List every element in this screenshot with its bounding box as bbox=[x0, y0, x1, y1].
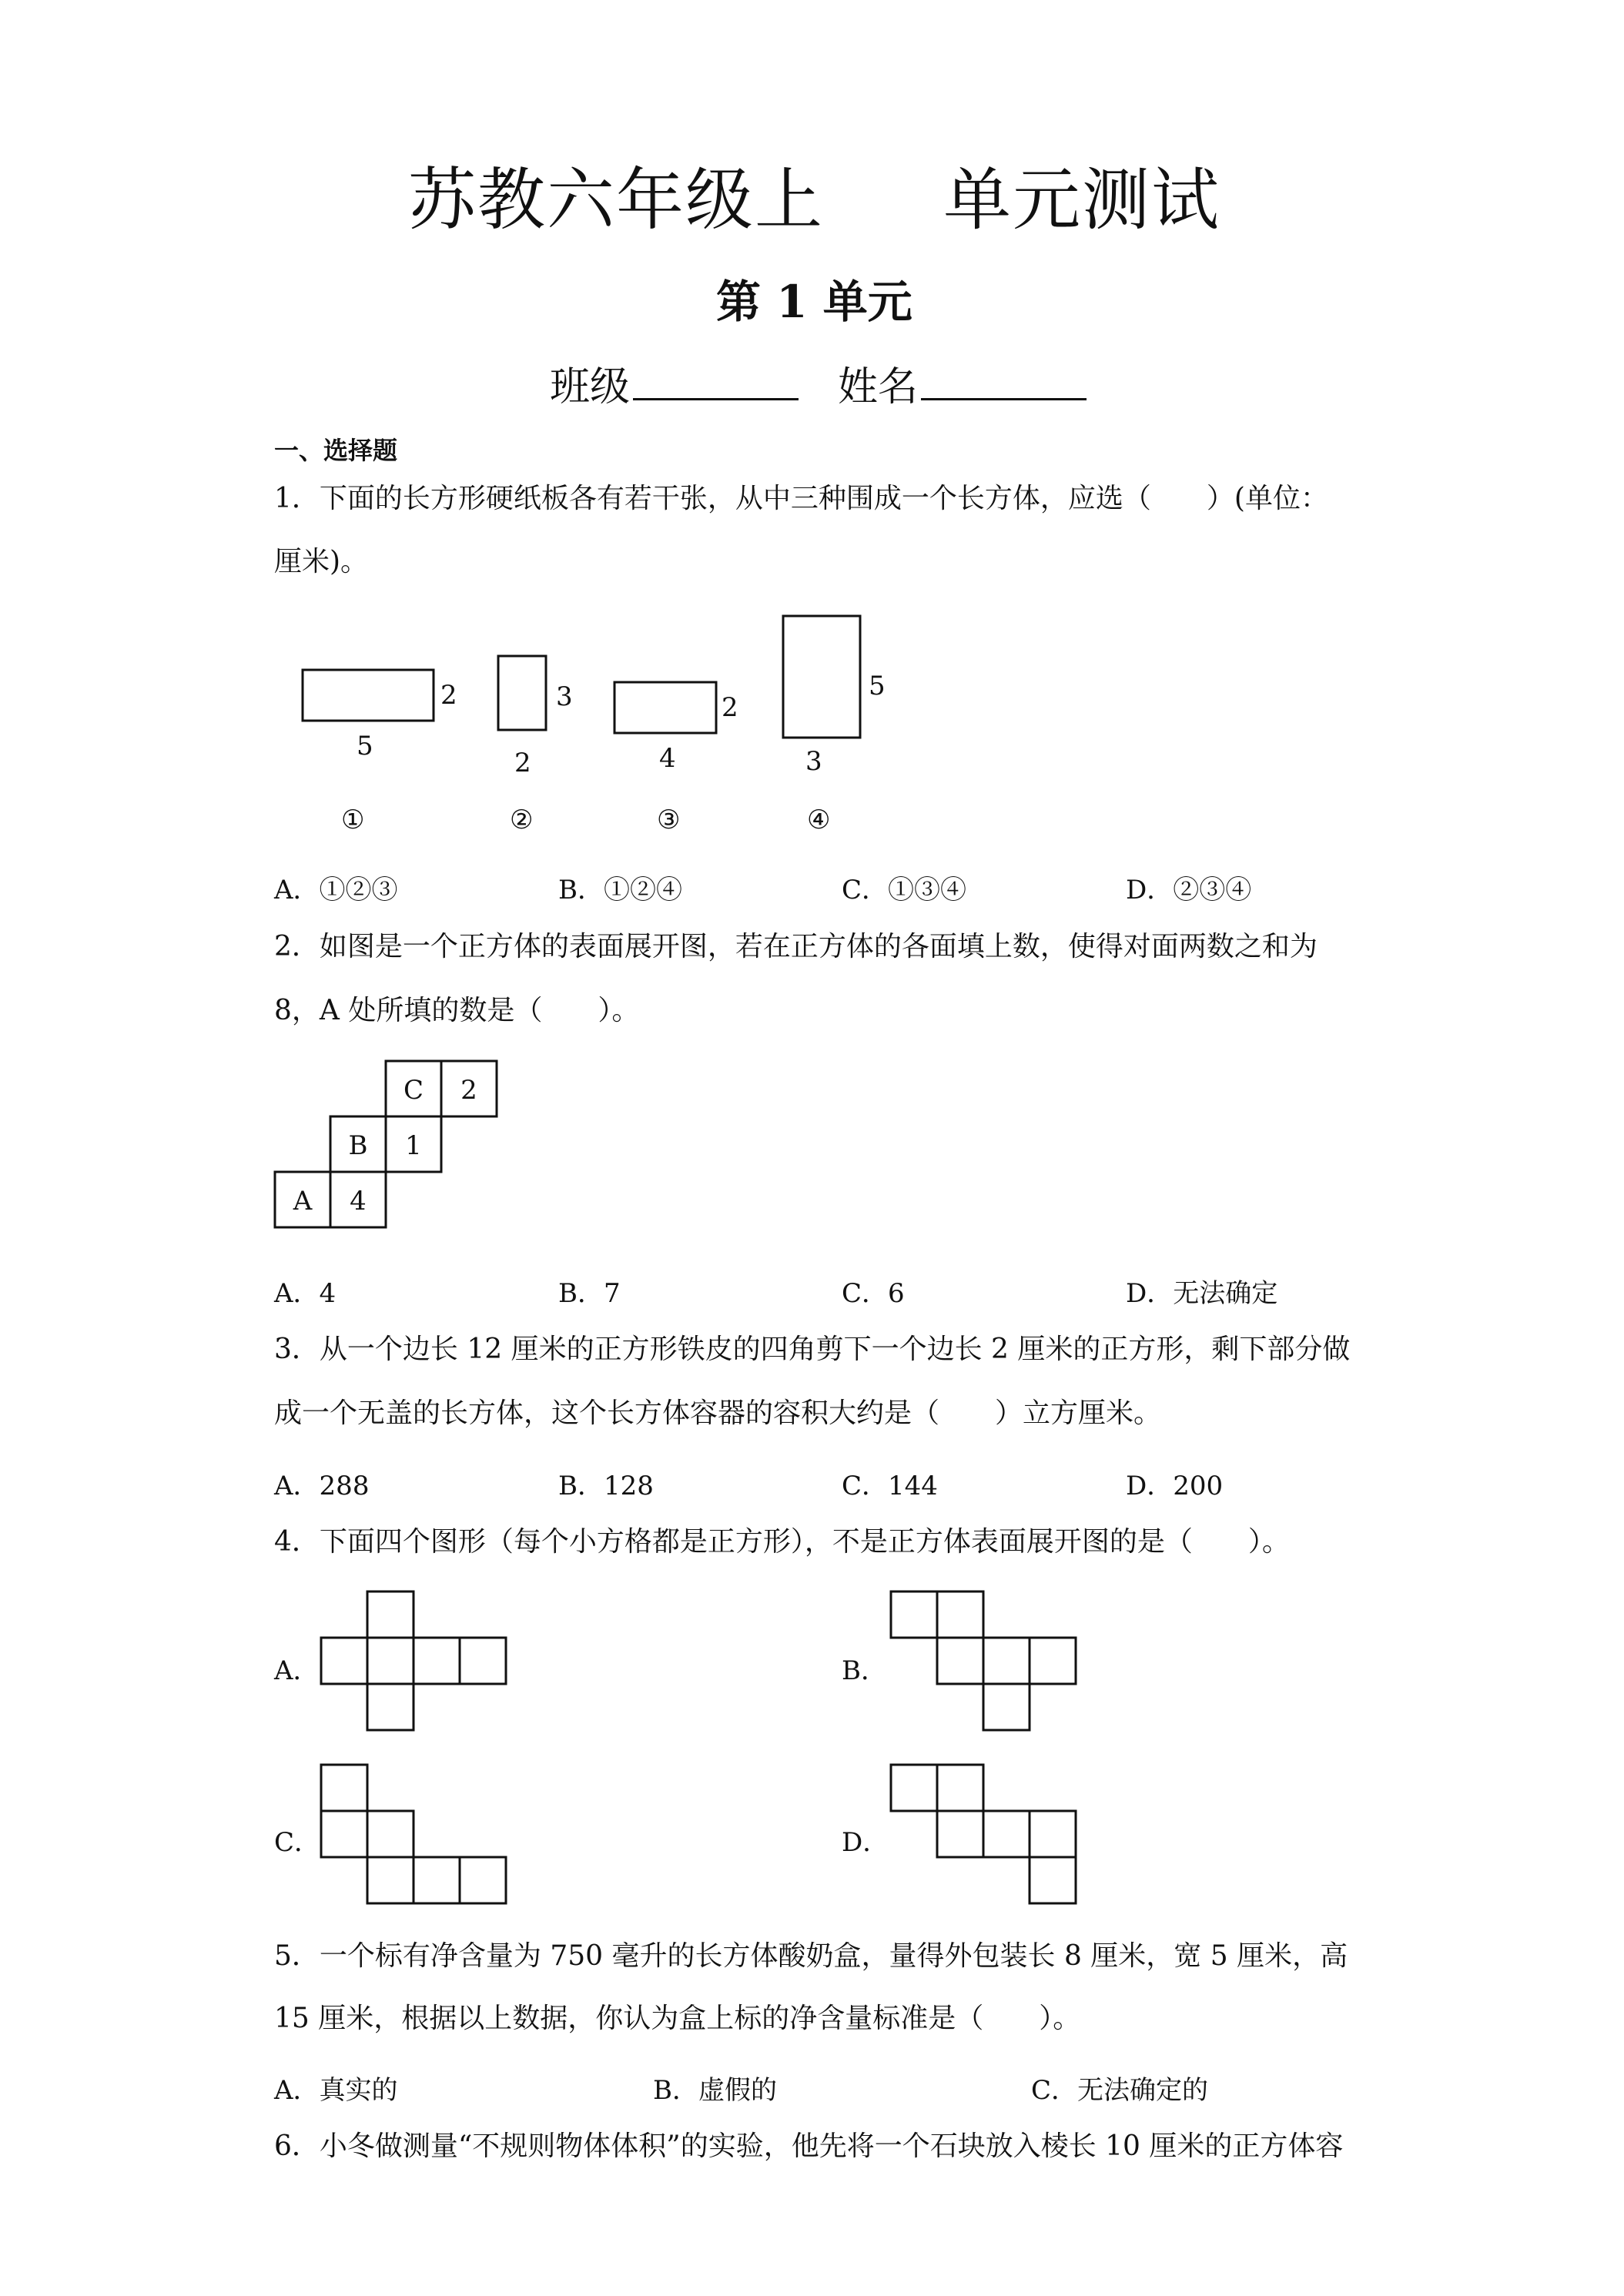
net-cell-b: B bbox=[348, 1130, 368, 1161]
q2-line2: 8，A 处所填的数是（ ）。 bbox=[274, 995, 640, 1026]
q3-option-c[interactable]: C．144 bbox=[842, 1471, 938, 1501]
rect-3-marker: ③ bbox=[657, 805, 681, 835]
page-title-left: 苏教六年级上 bbox=[408, 160, 825, 239]
rect-1-marker: ① bbox=[341, 805, 365, 835]
q5-option-c[interactable]: C．无法确定的 bbox=[1031, 2075, 1209, 2106]
q4-option-a-label[interactable]: A． bbox=[274, 1655, 320, 1686]
class-label: 班级 bbox=[550, 364, 631, 410]
rect-4-bottom-label: 3 bbox=[805, 746, 822, 777]
class-blank[interactable] bbox=[633, 360, 799, 400]
rect-4-marker: ④ bbox=[807, 805, 831, 835]
q5-option-a[interactable]: A．真实的 bbox=[274, 2075, 398, 2106]
rect-3-right-label: 2 bbox=[722, 692, 738, 723]
q3-line2: 成一个无盖的长方体，这个长方体容器的容积大约是（ ）立方厘米。 bbox=[274, 1397, 1162, 1429]
rect-3-bottom-label: 4 bbox=[659, 743, 676, 774]
rect-2-marker: ② bbox=[510, 805, 534, 835]
q5-line1: 5．一个标有净含量为 750 毫升的长方体酸奶盒，量得外包装长 8 厘米，宽 5 厘米，高 bbox=[274, 1940, 1348, 1972]
q4-net-c[interactable] bbox=[320, 1763, 512, 1909]
q4-option-b-label[interactable]: B． bbox=[842, 1655, 887, 1686]
q5-option-b[interactable]: B．虚假的 bbox=[653, 2075, 777, 2106]
rect-1-bottom-label: 5 bbox=[357, 731, 373, 761]
q5-line2: 15 厘米，根据以上数据，你认为盒上标的净含量标准是（ ）。 bbox=[274, 2003, 1081, 2034]
q2-option-a[interactable]: A．4 bbox=[274, 1278, 337, 1309]
q3-option-d[interactable]: D．200 bbox=[1126, 1471, 1224, 1501]
rect-2 bbox=[498, 656, 546, 730]
name-blank[interactable] bbox=[921, 360, 1087, 400]
q4-net-a[interactable] bbox=[320, 1590, 512, 1736]
q1-rectangles-figure bbox=[293, 601, 924, 855]
name-label: 姓名 bbox=[838, 364, 919, 410]
rect-1 bbox=[303, 670, 434, 721]
q2-option-d[interactable]: D．无法确定 bbox=[1126, 1278, 1278, 1309]
section-title: 一、选择题 bbox=[274, 436, 398, 465]
q2-option-c[interactable]: C．6 bbox=[842, 1278, 905, 1309]
q1-option-a[interactable]: A．①②③ bbox=[274, 875, 398, 905]
page-title-right: 单元测试 bbox=[943, 160, 1221, 239]
q6-line1: 6．小冬做测量“不规则物体体积”的实验，他先将一个石块放入棱长 10 厘米的正方体容 bbox=[274, 2130, 1344, 2162]
q2-line1: 2．如图是一个正方体的表面展开图，若在正方体的各面填上数，使得对面两数之和为 bbox=[274, 931, 1318, 962]
class-field bbox=[550, 354, 799, 412]
rect-2-bottom-label: 2 bbox=[514, 748, 531, 778]
q2-option-b[interactable]: B．7 bbox=[558, 1278, 621, 1309]
rect-3 bbox=[614, 682, 716, 733]
q4-option-d-label[interactable]: D． bbox=[842, 1827, 889, 1858]
net-cell-4: 4 bbox=[350, 1186, 367, 1217]
q2-cube-net-figure bbox=[273, 1059, 504, 1240]
rect-4 bbox=[783, 616, 860, 738]
rect-1-right-label: 2 bbox=[440, 680, 457, 711]
net-cell-1: 1 bbox=[405, 1130, 422, 1161]
q3-option-b[interactable]: B．128 bbox=[558, 1471, 654, 1501]
q4-net-b[interactable] bbox=[889, 1590, 1082, 1736]
q1-line1: 1．下面的长方形硬纸板各有若干张，从中三种围成一个长方体，应选（ ）(单位： bbox=[274, 483, 1328, 514]
q4-line1: 4．下面四个图形（每个小方格都是正方形），不是正方体表面展开图的是（ ）。 bbox=[274, 1526, 1290, 1558]
net-cell-a: A bbox=[293, 1186, 313, 1217]
q1-option-c[interactable]: C．①③④ bbox=[842, 875, 967, 905]
net-cell-c: C bbox=[403, 1075, 424, 1106]
q3-line1: 3．从一个边长 12 厘米的正方形铁皮的四角剪下一个边长 2 厘米的正方形，剩下部分做 bbox=[274, 1334, 1351, 1365]
q1-option-b[interactable]: B．①②④ bbox=[558, 875, 682, 905]
q3-option-a[interactable]: A．288 bbox=[274, 1471, 370, 1501]
q1-line2: 厘米)。 bbox=[274, 546, 369, 577]
name-field bbox=[838, 354, 1087, 412]
page-subtitle: 第 1 单元 bbox=[716, 276, 912, 328]
q4-option-c-label[interactable]: C． bbox=[274, 1827, 321, 1858]
rect-4-right-label: 5 bbox=[869, 671, 886, 701]
rect-2-right-label: 3 bbox=[556, 681, 573, 712]
q1-option-d[interactable]: D．②③④ bbox=[1126, 875, 1252, 905]
q4-net-d[interactable] bbox=[889, 1763, 1082, 1909]
net-cell-2: 2 bbox=[460, 1075, 477, 1106]
